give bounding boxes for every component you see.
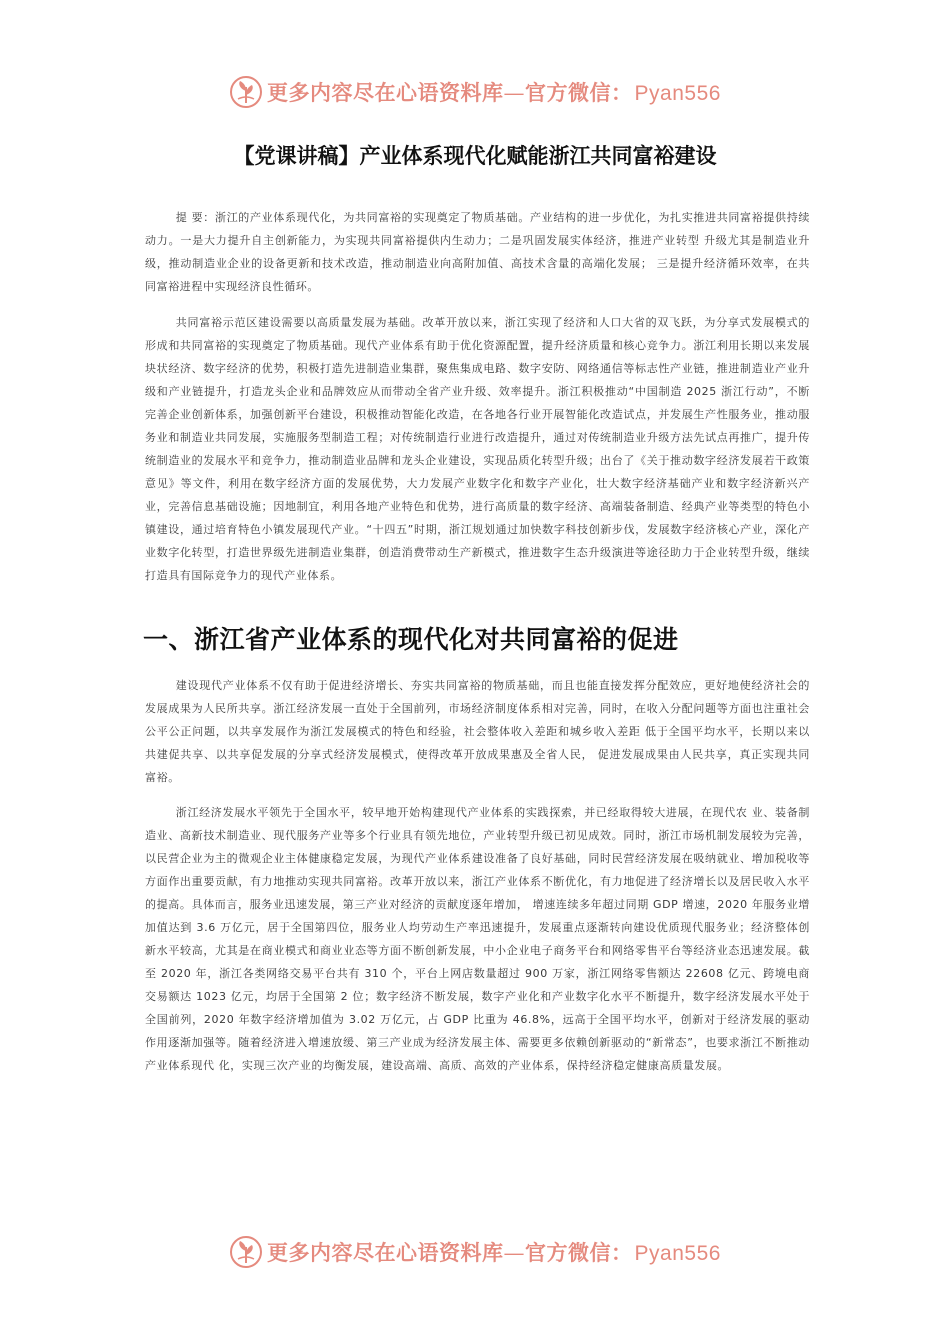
footer-banner <box>0 1232 950 1272</box>
banner-main-text: 更多内容尽在心语资料库 <box>267 1240 504 1265</box>
banner-separator: — <box>503 81 526 105</box>
banner-text <box>267 77 721 107</box>
tree-leaf-logo-icon <box>229 1235 263 1269</box>
intro-block <box>145 311 810 587</box>
intro-paragraph: 共同富裕示范区建设需要以高质量发展为基础。改革开放以来，浙江实现了经济和人口大省的双飞跃，为分享式发展模式的形成和共同富裕的实现奠定了物质基础。现代产业体系有助于优化资源配置，提升经济质量和核心竞争力。浙江利用长期以来发展块状经济、数字经济的优势，积极打造先进制造业集群，聚焦集成电路、数字安防、网络通信等标志性产业链，推进制造业产业升级和产业链提升，打造龙头企业和品牌效应从而带动全省产业升级、效率提升。浙江积极推动“中国制造 2025 浙江行动”，不断完善企业创新体系，加强创新平台建设，积极推动智能化改造，在各地各行业开展智能化改造试点，并发展生产性服务业，推动服务业和制造业共同发展，实施服务型制造工程；对传统制造行业进行改造提升，通过对传统制造业升级方法先试点再推广，提升传统制造业的发展水平和竞争力，推动制造业品牌和龙头企业建设，实现品质化转型升级；出台了《关于推动数字经济发展若干政策意见》等文件，利用在数字经济方面的发展优势，大力发展产业数字化和数字产业化，壮大数字经济基础产业和数字经济新兴产业，完善信息基础设施；因地制宜，利用各地产业特色和优势，进行高质量的数字经济、高端装备制造、经典产业等类型的特色小镇建设，通过培育特色小镇发展现代产业。“十四五”时期，浙江规划通过加快数字科技创新步伐，发展数字经济核心产业，深化产业数字化转型，打造世界级先进制造业集群，创造消费带动生产新模式，推进数字生态升级演进等途径助力于企业转型升级，继续打造具有国际竞争力的现代产业体系。 <box>145 316 810 582</box>
banner-wechat-label: 官方微信： <box>525 1240 633 1265</box>
section-paragraph: 建设现代产业体系不仅有助于促进经济增长、夯实共同富裕的物质基础，而且也能直接发挥分配效应，更好地使经济社会的发展成果为人民所共享。浙江经济发展一直处于全国前列，市场经济制度体系相对完善，同时，在收入分配问题等方面也注重社会公平公正问题，以共享发展作为浙江发展模式的特色和经验，社会整体收入差距和城乡收入差距 低于全国平均水平，长期以来以共建促共享、以共享促发展的分享式经济发展模式，使得改革开放成果惠及全省人民， 促进发展成果由人民共享，真正实现共同富裕。 <box>145 679 810 784</box>
tree-leaf-logo-icon <box>229 75 263 109</box>
document-title: 【党课讲稿】产业体系现代化赋能浙江共同富裕建设 <box>233 144 717 168</box>
banner-main-text: 更多内容尽在心语资料库 <box>267 80 504 105</box>
section-paragraph-block-1 <box>145 674 810 789</box>
banner-wechat-id: Pyan556 <box>634 1242 721 1265</box>
section-paragraph-block-2 <box>145 801 810 1077</box>
header-banner <box>0 72 950 112</box>
banner-wechat-label: 官方微信： <box>525 80 633 105</box>
section-paragraph: 浙江经济发展水平领先于全国水平，较早地开始构建现代产业体系的实践探索，并已经取得较大进展，在现代农 业、装备制造业、高新技术制造业、现代服务产业等多个行业具有领先地位，产业转型升级已初见成效。同时，浙江市场机制发展较为完善，以民营企业为主的微观企业主体健康稳定发展，为现代产业体系建设准备了良好基础，同时民营经济发展在吸纳就业、增加税收等方面作出重要贡献，有力地推动实现共同富裕。改革开放以来，浙江产业体系不断优化，有力地促进了经济增长以及居民收入水平的提高。具体而言，服务业迅速发展，第三产业对经济的贡献度逐年增加， 增速连续多年超过同期 GDP 增速，2020 年服务业增加值达到 3.6 万亿元，居于全国第四位，服务业人均劳动生产率迅速提升，发展重点逐渐转向建设优质现代服务业；经济整体创新水平较高，尤其是在商业模式和商业业态等方面不断创新发展，中小企业电子商务平台和网络零售平台等经济业态迅速发展。截至 2020 年，浙江各类网络交易平台共有 310 个，平台上网店数量超过 900 万家，浙江网络零售额达 22608 亿元、跨境电商交易额达 1023 亿元，均居于全国第 2 位；数字经济不断发展，数字产业化和产业数字化水平不断提升，数字经济发展水平处于全国前列，2020 年数字经济增加值为 3.02 万亿元，占 GDP 比重为 46.8%，远高于全国平均水平，创新对于经济发展的驱动作用逐渐加强等。随着经济进入增速放缓、第三产业成为经济发展主体、需要更多依赖创新驱动的“新常态”，也要求浙江不断推动产业体系现代 化，实现三次产业的均衡发展，建设高端、高质、高效的产业体系，保持经济稳定健康高质量发展。 <box>145 806 810 1072</box>
summary-paragraph: 提 要：浙江的产业体系现代化，为共同富裕的实现奠定了物质基础。产业结构的进一步优化，为扎实推进共同富裕提供持续动力。一是大力提升自主创新能力，为实现共同富裕提供内生动力；二是巩固发展实体经济，推进产业转型 升级尤其是制造业升级，推动制造业企业的设备更新和技术改造，推动制造业向高附加值、高技术含量的高端化发展； 三是提升经济循环效率，在共同富裕进程中实现经济良性循环。 <box>145 211 810 293</box>
banner-wechat-id: Pyan556 <box>634 82 721 105</box>
summary-block <box>145 206 810 298</box>
banner-separator: — <box>503 1241 526 1265</box>
section-heading: 一、浙江省产业体系的现代化对共同富裕的促进 <box>143 625 679 654</box>
banner-text <box>267 1237 721 1267</box>
